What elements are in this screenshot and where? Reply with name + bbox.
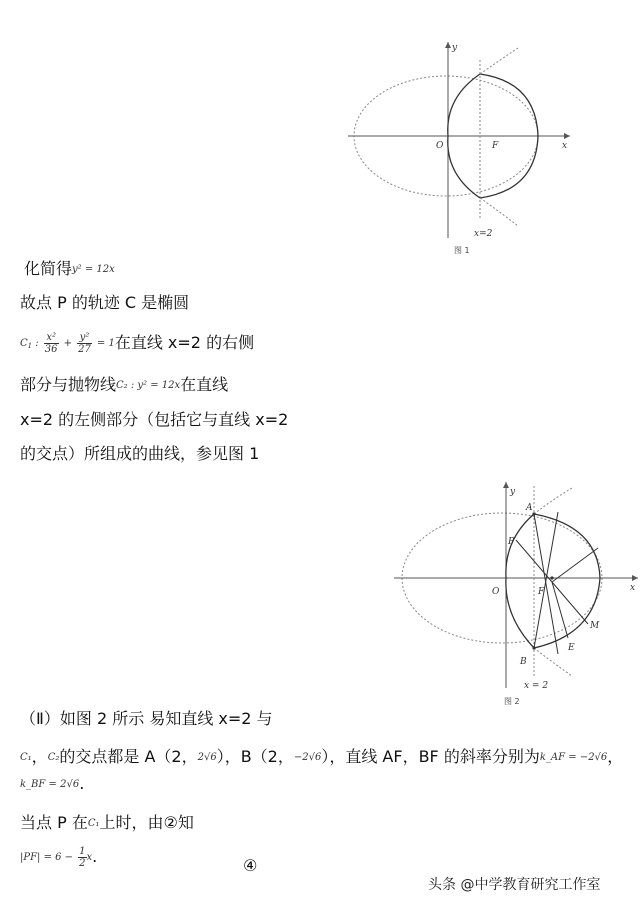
text-tail-comma: ，: [607, 747, 624, 766]
parabola-ext-fig2: [534, 488, 572, 514]
fig1-label-y: y: [452, 43, 458, 53]
text-pf-dot: .: [92, 847, 98, 866]
figure-2: [392, 478, 640, 708]
y-axis-arrow-2: [503, 482, 509, 488]
fig2-label-o: O: [492, 587, 500, 597]
fig2-label-f: F: [538, 587, 545, 597]
line-fm: [552, 582, 588, 624]
math-plus: +: [63, 338, 72, 349]
math-c2-b: C₂: [47, 752, 60, 763]
fig2-caption: 图 2: [504, 697, 520, 706]
frac-y2-27: $\frac{\text{y²}}{27}$: [78, 332, 91, 355]
math-pf-x: x: [86, 852, 93, 863]
figure-1: [340, 38, 580, 260]
frac-x2-36: $\frac{\text{x²}}{36}$: [44, 332, 58, 355]
text-simplify: 化简得: [24, 259, 73, 278]
parabola-extension: [480, 48, 518, 74]
math-k-af: k_AF = −2√6: [539, 752, 608, 763]
fig2-label-b: B: [520, 657, 527, 667]
line-fe: [552, 582, 568, 638]
line-parabola: [20, 372, 228, 395]
fig2-label-e: E: [568, 643, 575, 653]
line-pf: [20, 846, 97, 869]
parabola-ext-lower-fig2: [534, 648, 572, 676]
y-axis-arrow: [445, 42, 451, 48]
text-when-p-b: 上时，由②知: [99, 813, 194, 832]
line-curve-desc: 的交点）所组成的曲线，参见图 1: [20, 444, 260, 463]
line-part-ii: （Ⅱ）如图 2 所示 易知直线 x=2 与: [20, 709, 273, 728]
math-y2-12x: y² = 12x: [72, 264, 115, 275]
math-pf-a: |PF| = 6 −: [20, 852, 74, 863]
fig1-label-line: x=2: [474, 229, 493, 239]
point-f: [550, 576, 553, 579]
math-eq-1: = 1: [96, 338, 115, 349]
point-b: [532, 646, 535, 649]
text-k-bf-dot: .: [79, 774, 85, 793]
line-ellipse-eq: [20, 330, 254, 355]
math-k-bf: k_BF = 2√6: [20, 779, 80, 790]
math-c1-c: C₁: [87, 818, 100, 829]
math-c1-b: C₁: [20, 752, 32, 763]
parabola-extension-lower: [480, 198, 518, 226]
frac-one-half: $\frac{1}{2}$: [79, 846, 86, 869]
math-c2-parabola: C₂ : y² = 12x: [116, 380, 181, 391]
line-simplify: [24, 256, 115, 279]
fig2-label-a: A: [526, 503, 533, 513]
x-axis-arrow-2: [632, 575, 638, 581]
watermark: 头条 @中学教育研究工作室: [428, 877, 601, 893]
line-left-part: x=2 的左侧部分（包括它与直线 x=2: [20, 410, 289, 429]
fig1-label-f: F: [492, 141, 499, 151]
fig2-label-m: M: [590, 621, 600, 631]
text-when-p-a: 当点 P 在: [20, 813, 88, 832]
point-a: [532, 512, 535, 515]
text-right-side: 在直线 x=2 的右侧: [114, 333, 255, 352]
text-intersect-a: 的交点都是 A（2，: [59, 747, 198, 766]
line-k-bf: [20, 774, 84, 793]
math-c1: $C_1$ :: [20, 337, 39, 350]
page-number: ④: [243, 856, 258, 875]
fig1-caption: 图 1: [454, 246, 470, 255]
line-f-upper: [552, 548, 598, 582]
text-intersect-c: ），直线 AF，BF 的斜率分别为: [321, 747, 540, 766]
math-neg-2sqrt6: −2√6: [293, 752, 322, 763]
curve-c-fig2: [506, 514, 534, 648]
text-intersect-b: ），B（2，: [216, 747, 294, 766]
text-parabola-b: 在直线: [180, 375, 229, 394]
text-comma: ，: [31, 747, 48, 766]
line-when-p: [20, 810, 194, 833]
fig2-label-p: P: [508, 537, 515, 547]
text-parabola-a: 部分与抛物线: [20, 375, 117, 394]
line-intersections: [20, 744, 623, 767]
fig2-label-y: y: [510, 487, 516, 497]
fig2-label-x: x: [630, 583, 636, 593]
fig1-label-x: x: [562, 141, 568, 151]
fig2-label-line: x = 2: [524, 681, 549, 691]
math-2sqrt6: 2√6: [197, 752, 217, 763]
line-locus: 故点 P 的轨迹 C 是椭圆: [20, 293, 190, 312]
fig1-label-o: O: [436, 141, 444, 151]
x-axis-arrow: [564, 133, 570, 139]
